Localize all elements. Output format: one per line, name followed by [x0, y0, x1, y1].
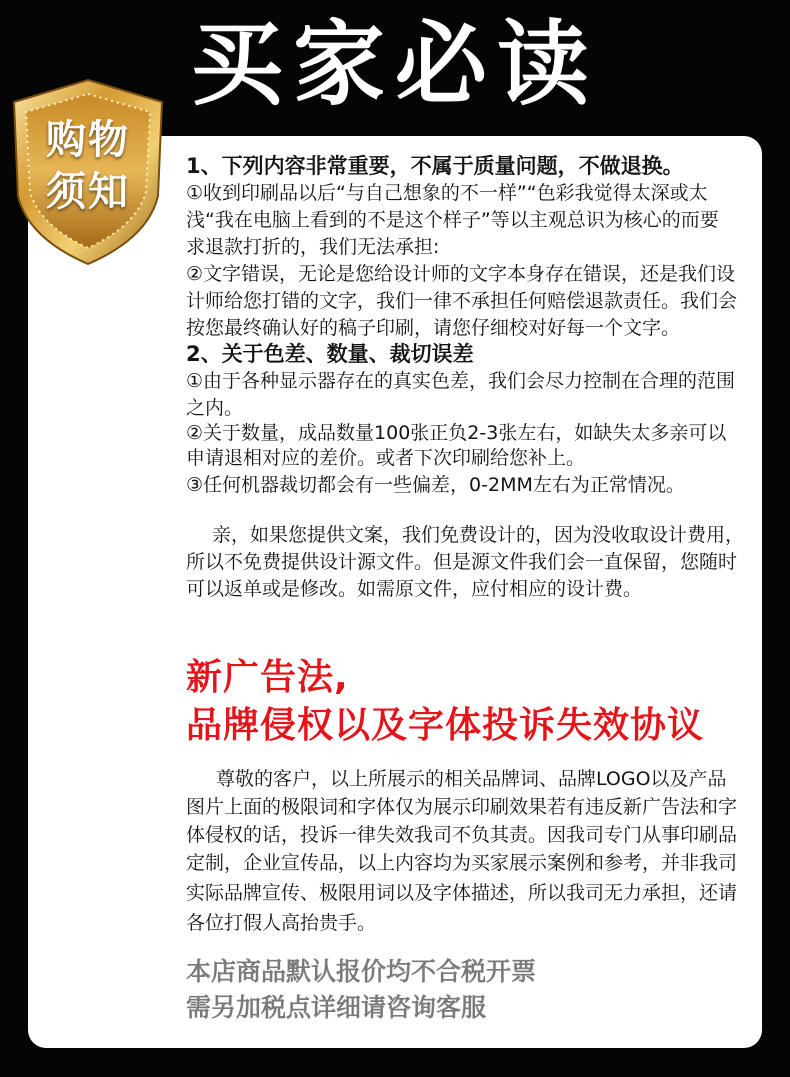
- section1-line: ①收到印刷品以后“与自己想象的不一样”“色彩我觉得太深或太: [186, 182, 708, 204]
- section1-line: ②文字错误，无论是您给设计师的文字本身存在错误，还是我们设: [186, 263, 736, 285]
- section1-line: 求退款打折的，我们无法承担:: [186, 236, 440, 258]
- ad-law-line: 各位打假人高抬贵手。: [186, 912, 377, 934]
- design-note-line: 亲，如果您提供文案，我们免费设计的，因为没收取设计费用，: [212, 524, 745, 546]
- page-title: 买家必读: [190, 11, 599, 118]
- design-note-line: 可以返单或是修改。如需原文件，应付相应的设计费。: [186, 578, 643, 600]
- tax-notice-line2: 需另加税点详细请咨询客服: [186, 993, 487, 1022]
- badge-label-line1: 购物: [46, 117, 130, 163]
- ad-law-title-line1: 新广告法,: [186, 657, 349, 698]
- section2-line: 之内。: [186, 397, 244, 419]
- ad-law-line: 体侵权的话，投诉一律失效我司不负其责。因我司专门从事印刷品: [186, 824, 738, 846]
- tax-notice-line1: 本店商品默认报价均不合税开票: [186, 957, 537, 986]
- badge-label-line2: 须知: [46, 169, 130, 215]
- ad-law-line: 尊敬的客户，以上所展示的相关品牌词、品牌LOGO以及产品: [216, 768, 727, 790]
- section2-line: ③任何机器裁切都会有一些偏差，0-2MM左右为正常情况。: [186, 474, 685, 496]
- ad-law-line: 图片上面的极限词和字体仅为展示印刷效果若有违反新广告法和字: [186, 796, 738, 818]
- ad-law-line: 定制，企业宣传品，以上内容均为买家展示案例和参考，并非我司: [186, 852, 738, 874]
- section2-line: ①由于各种显示器存在的真实色差，我们会尽力控制在合理的范围: [186, 370, 736, 392]
- ad-law-line: 实际品牌宣传、极限用词以及字体描述，所以我司无力承担，还请: [186, 882, 738, 904]
- shopping-notice-badge: [4, 76, 172, 268]
- ad-law-title-line2: 品牌侵权以及字体投诉失效协议: [186, 705, 705, 746]
- design-note-line: 所以不免费提供设计源文件。但是源文件我们会一直保留，您随时: [186, 551, 738, 573]
- section2-line: 申请退相对应的差价。或者下次印刷给您补上。: [186, 447, 586, 469]
- section1-line: 计师给您打错的文字，我们一律不承担任何赔偿退款责任。我们会: [186, 290, 738, 312]
- section2-heading: 2、关于色差、数量、裁切误差: [186, 342, 474, 366]
- section1-line: 按您最终确认好的稿子印刷，请您仔细校对好每一个文字。: [186, 317, 681, 339]
- section1-heading: 1、下列内容非常重要，不属于质量问题，不做退换。: [186, 154, 684, 178]
- section2-line: ②关于数量，成品数量100张正负2-3张左右，如缺失太多亲可以: [186, 422, 727, 444]
- section1-line: 浅“我在电脑上看到的不是这个样子”等以主观总识为核心的而要: [186, 209, 719, 231]
